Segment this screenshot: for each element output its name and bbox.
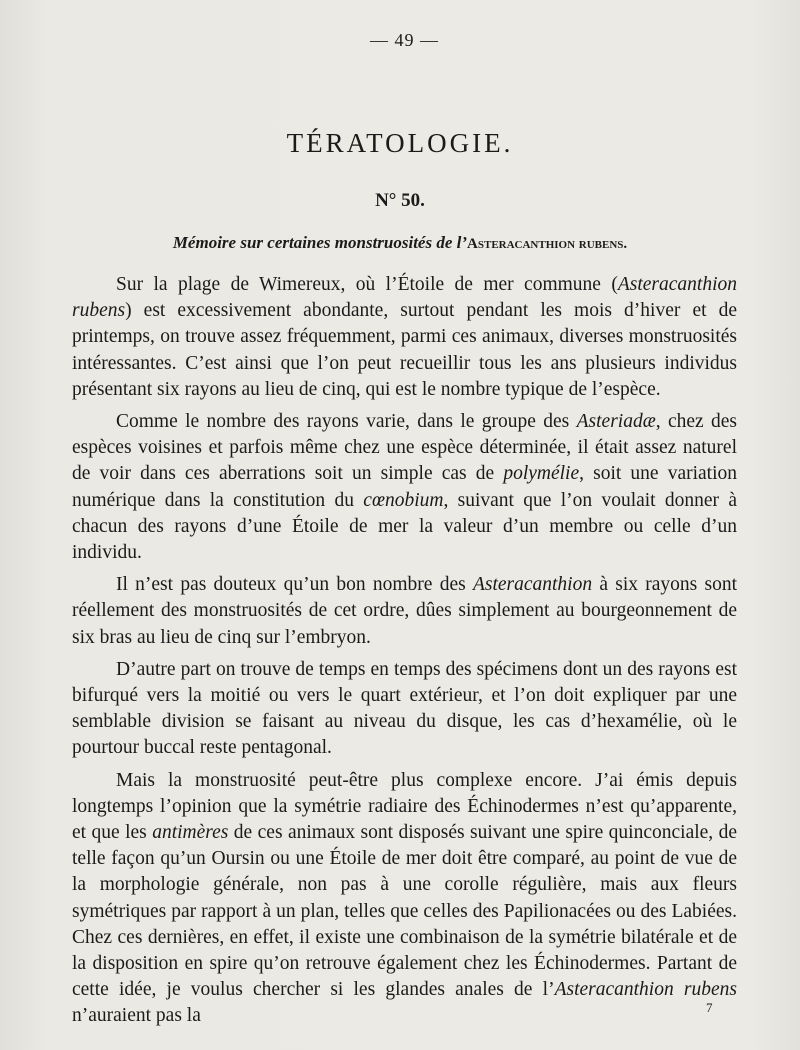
footer-signature-mark: 7 bbox=[706, 1000, 713, 1015]
paragraph: Il n’est pas douteux qu’un bon nombre des Asteracanthion à six rayons sont réellement des monstruosités de cet ordre, dûes simplement au bourgeonnement de six bras au lieu de cinq sur l’embryon. bbox=[72, 574, 737, 648]
paragraph: Mais la monstruosité peut-être plus complexe encore. J’ai émis depuis longtemps l’opinion que la symétrie radiaire des Échinodermes n’est qu’apparente, et que les antimères de ces animaux sont disposés suivant une spire quinconciale, de telle façon qu’un Oursin ou une Étoile de mer doit être comparé, au point de vue de la morphologie générale, non pas à une corolle régulière, mais aux fleurs symétriques par rapport à un plan, telles que celles des Papilionacées ou des Labiées. Chez ces dernières, en effet, il existe une combinaison de la symétrie bilatérale et de la disposition en spire qu’on retrouve également chez les Échinodermes. Partant de cette idée, je voulus chercher si les glandes anales de l’Asteracanthion rubens n’auraient pas la bbox=[72, 769, 738, 1027]
article-body bbox=[72, 272, 737, 1036]
paragraph: Sur la plage de Wimereux, où l’Étoile de mer commune (Asteracanthion rubens) est excessivement abondante, surtout pendant les mois d’hiver et de printemps, on trouve assez fréquemment, parmi ces animaux, diverses monstruosités intéressantes. C’est ainsi que l’on peut recueillir tous les ans plusieurs individus présentant six rayons au lieu de cinq, qui est le nombre typique de l’espèce. bbox=[72, 274, 737, 400]
subtitle-prefix: Mémoire sur certaines monstruosités de l’ bbox=[172, 233, 468, 252]
page-title: TÉRATOLOGIE. bbox=[286, 128, 514, 158]
paragraph: D’autre part on trouve de temps en temps des spécimens dont un des rayons est bifurqué vers la moitié ou vers le quart extérieur, et l’on doit expliquer par une semblable division se faisant au niveau du disque, les cas d’hexamélie, où le pourtour buccal reste pentagonal. bbox=[72, 658, 737, 759]
paragraph: Comme le nombre des rayons varie, dans le groupe des Asteriadæ, chez des espèces voisines et parfois même chez une espèce déterminée, il était assez naturel de voir dans ces aberrations soit un simple cas de polymélie, soit une variation numérique dans la constitution du cœnobium, suivant que l’on voulait donner à chacun des rayons d’une Étoile de mer la valeur d’un membre ou celle d’un individu. bbox=[72, 411, 738, 564]
subtitle-species: Asteracanthion rubens. bbox=[467, 236, 628, 252]
page-number: — 49 — bbox=[370, 30, 439, 50]
article-number: N° 50. bbox=[375, 190, 425, 211]
article-subtitle bbox=[0, 233, 800, 253]
